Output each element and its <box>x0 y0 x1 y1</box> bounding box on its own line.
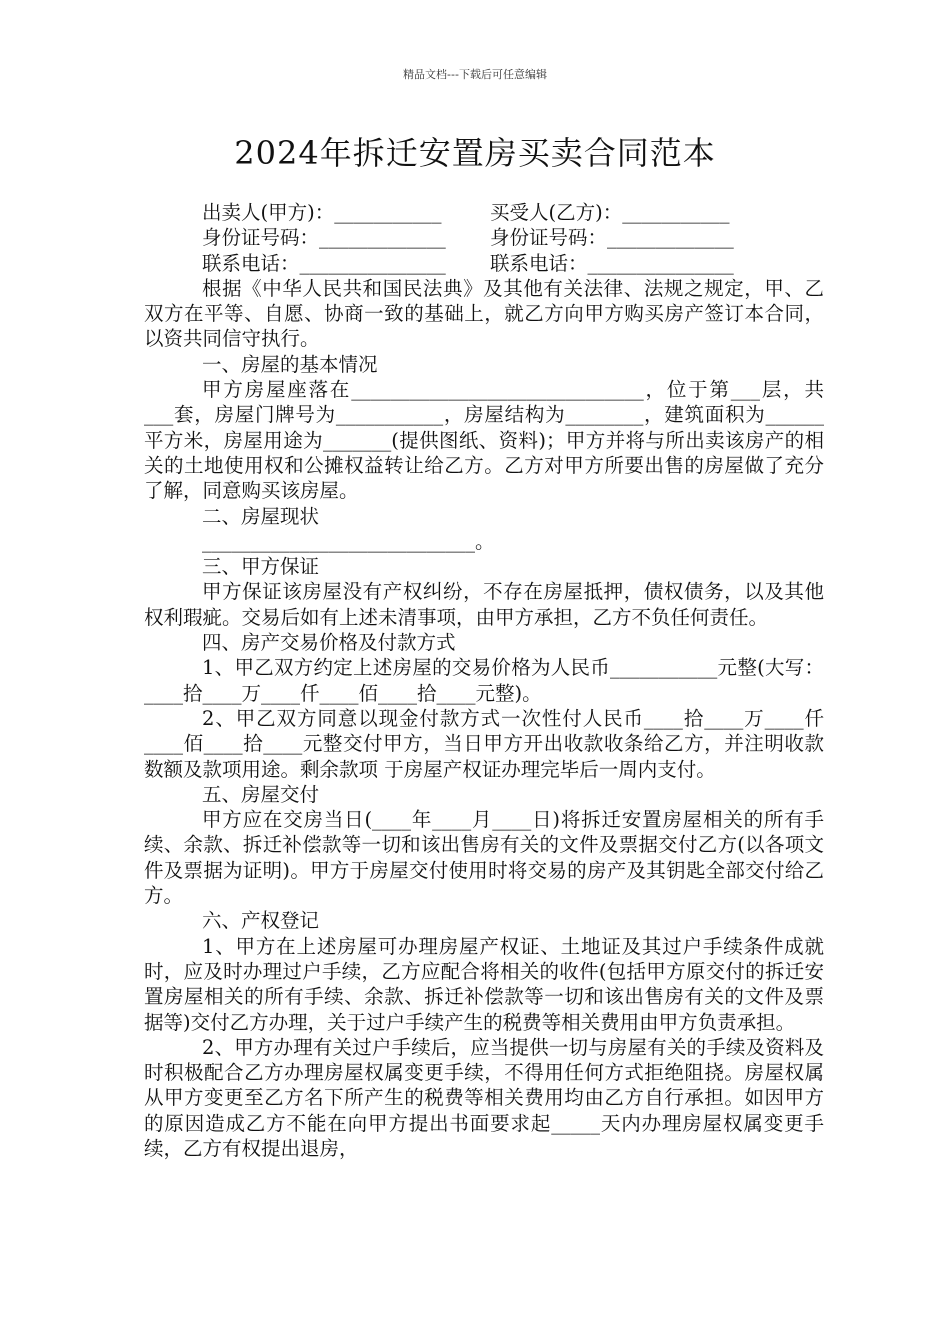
seller-id-field: 身份证号码：_____________ <box>202 226 446 250</box>
section-paragraph: 1、甲乙双方约定上述房屋的交易价格为人民币___________元整(大写：____拾____万____仟____佰____拾____元整)。 <box>144 656 824 705</box>
section-paragraph: 甲方应在交房当日(____年____月____日)将拆迁安置房屋相关的所有手续、余款、拆迁补偿款等一切和该出售房有关的文件及票据交付乙方(以各项文件及票据为证明)。甲方于房屋交付使用时将交易的房产及其钥匙全部交付给乙方。 <box>144 808 824 908</box>
document-title: 2024年拆迁安置房买卖合同范本 <box>234 134 716 172</box>
section-paragraph: 2、甲方办理有关过户手续后，应当提供一切与房屋有关的手续及资料及时积极配合乙方办理房屋权属变更手续，不得用任何方式拒绝阻挠。房屋权属从甲方变更至乙方名下所产生的税费等相关费用均由乙方自行承担。如因甲方的原因造成乙方不能在向甲方提出书面要求起_____天内办理房屋权属变更手续，乙方有权提出退房， <box>144 1035 824 1160</box>
contract-body <box>144 200 824 1161</box>
buyer-phone-field: 联系电话：_______________ <box>490 251 734 275</box>
section-paragraph: 甲方保证该房屋没有产权纠纷，不存在房屋抵押，债权债务，以及其他权利瑕疵。交易后如有上述未清事项，由甲方承担，乙方不负任何责任。 <box>144 580 824 629</box>
buyer-field: 买受人(乙方)：___________ <box>490 201 730 224</box>
seller-phone-field: 联系电话：_______________ <box>202 251 446 275</box>
section-heading: 四、房产交易价格及付款方式 <box>202 631 456 655</box>
party-row <box>144 225 824 250</box>
intro-paragraph: 根据《中华人民共和国民法典》及其他有关法律、法规之规定，甲、乙双方在平等、自愿、协商一致的基础上，就乙方向甲方购买房产签订本合同，以资共同信守执行。 <box>144 276 824 351</box>
buyer-id-field: 身份证号码：_____________ <box>490 226 734 250</box>
section-paragraph: 甲方房屋座落在______________________________，位于第___层，共___套，房屋门牌号为___________，房屋结构为________，建筑面积为______平方米，房屋用途为_______(提供图纸、资料)；甲方并将与所出卖该房产的相关的土地使用权和公摊权益转让给乙方。乙方对甲方所要出售的房屋做了充分了解，同意购买该房屋。 <box>144 378 824 503</box>
section-heading: 三、甲方保证 <box>202 555 320 579</box>
party-row <box>144 200 824 225</box>
section-paragraph: 1、甲方在上述房屋可办理房屋产权证、土地证及其过户手续条件成就时，应及时办理过户手续，乙方应配合将相关的收件(包括甲方原交付的拆迁安置房屋相关的所有手续、余款、拆迁补偿款等一切和该出售房有关的文件及票据等)交付乙方办理，关于过户手续产生的税费等相关费用由甲方负责承担。 <box>144 934 824 1034</box>
section-paragraph: 2、甲乙双方同意以现金付款方式一次性付人民币____拾____万____仟____佰____拾____元整交付甲方，当日甲方开出收款收条给乙方，并注明收款数额及款项用途。剩余款项 于房屋产权证办理完毕后一周内支付。 <box>144 706 824 781</box>
section-paragraph: ____________________________。 <box>202 529 495 553</box>
section-heading: 二、房屋现状 <box>202 504 320 528</box>
section-heading: 五、房屋交付 <box>202 782 320 806</box>
seller-field: 出卖人(甲方)：___________ <box>202 201 442 224</box>
party-row <box>144 251 824 276</box>
section-heading: 六、产权登记 <box>202 909 320 933</box>
section-heading: 一、房屋的基本情况 <box>202 352 378 376</box>
page-header: 精品文档---下载后可任意编辑 <box>403 68 547 81</box>
